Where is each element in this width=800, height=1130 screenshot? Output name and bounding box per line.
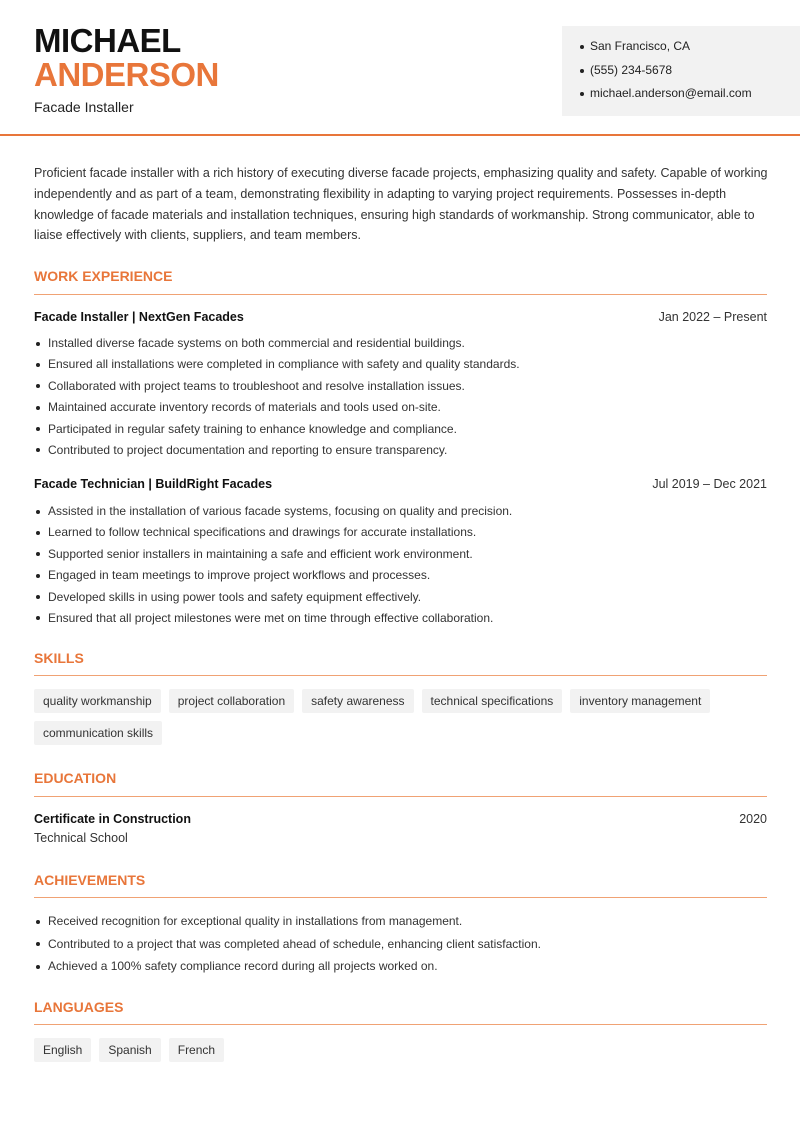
education-year: 2020 — [739, 812, 767, 826]
bullet-icon — [36, 342, 40, 346]
list-item — [34, 335, 767, 356]
list-item — [34, 936, 767, 959]
list-item-text: Received recognition for exceptional quality in installations from management. — [48, 914, 463, 928]
section-divider — [34, 897, 767, 898]
list-item-text: Contributed to a project that was completed ahead of schedule, enhancing client satisfaction. — [48, 936, 541, 951]
list-item-text: Developed skills in using power tools and safety equipment effectively. — [48, 589, 422, 604]
achievements-list — [34, 913, 767, 981]
list-item-text: Assisted in the installation of various facade systems, focusing on quality and precision. — [48, 504, 513, 518]
job-title: Facade Installer — [34, 99, 134, 115]
language-chip: English — [34, 1038, 91, 1062]
skill-chip: technical specifications — [422, 689, 563, 713]
job-role: Facade Installer | NextGen Facades — [34, 310, 244, 324]
bullet-icon — [36, 427, 40, 431]
language-chip: French — [169, 1038, 224, 1062]
list-item-text: Ensured all installations were completed in compliance with safety and quality standards. — [48, 357, 520, 372]
section-title-skills: SKILLS — [34, 650, 84, 666]
bullet-icon — [36, 942, 40, 946]
list-item — [34, 958, 767, 981]
list-item-text: Collaborated with project teams to troubleshoot and resolve installation issues. — [48, 378, 465, 393]
bullet-icon — [36, 384, 40, 388]
resume-header — [0, 0, 800, 136]
bullet-icon — [580, 92, 584, 96]
section-title-achievements: ACHIEVEMENTS — [34, 872, 146, 888]
section-divider — [34, 1024, 767, 1025]
job-dates: Jul 2019 – Dec 2021 — [652, 477, 767, 491]
education-school: Technical School — [34, 831, 128, 845]
skill-chip: inventory management — [570, 689, 710, 713]
bullet-icon — [36, 510, 40, 514]
section-divider — [34, 675, 767, 676]
skill-chip: safety awareness — [302, 689, 413, 713]
list-item-text: Contributed to project documentation and reporting to ensure transparency. — [48, 442, 448, 457]
list-item — [34, 356, 767, 377]
contact-email — [580, 85, 800, 109]
language-chip: Spanish — [99, 1038, 160, 1062]
list-item — [34, 546, 767, 567]
list-item — [34, 399, 767, 420]
list-item-text: Supported senior installers in maintaining a safe and efficient work environment. — [48, 546, 473, 561]
section-title-education: EDUCATION — [34, 770, 117, 786]
bullet-icon — [36, 448, 40, 452]
first-name: MICHAEL — [34, 22, 181, 59]
last-name: ANDERSON — [34, 56, 219, 93]
list-item-text: Installed diverse facade systems on both commercial and residential buildings. — [48, 336, 465, 350]
summary-paragraph: Proficient facade installer with a rich history of executing diverse facade projects, emphasizing quality and safety. Capable of working independently and as part of a team, demonstrating flexibility in adapting to varying project requirements. Possesses in-depth knowledge of facade materials and installation techniques, ensuring high standards of workmanship. Strong communicator, able to liaise effectively with clients, suppliers, and team members. — [34, 166, 768, 243]
bullet-icon — [36, 595, 40, 599]
location-text: San Francisco, CA — [590, 39, 691, 53]
contact-location — [580, 38, 800, 62]
contact-box — [562, 26, 800, 116]
bullet-icon — [580, 45, 584, 49]
bullet-icon — [36, 406, 40, 410]
list-item-text: Engaged in team meetings to improve project workflows and processes. — [48, 568, 431, 583]
languages-chip-list — [34, 1038, 774, 1062]
bullet-icon — [36, 574, 40, 578]
skills-chip-list — [34, 689, 774, 745]
bullet-icon — [36, 363, 40, 367]
phone-text: (555) 234-5678 — [590, 62, 673, 77]
bullet-icon — [36, 920, 40, 924]
job-header — [34, 477, 767, 491]
skill-chip: project collaboration — [169, 689, 294, 713]
section-title-work: WORK EXPERIENCE — [34, 268, 173, 284]
list-item — [34, 421, 767, 442]
list-item-text: Learned to follow technical specifications and drawings for accurate installations. — [48, 525, 477, 540]
bullet-icon — [580, 69, 584, 73]
list-item — [34, 442, 767, 463]
list-item — [34, 567, 767, 588]
contact-phone — [580, 62, 800, 86]
bullet-icon — [36, 531, 40, 535]
job-dates: Jan 2022 – Present — [658, 310, 767, 324]
section-divider — [34, 294, 767, 295]
job-bullet-list — [34, 335, 767, 463]
job-role: Facade Technician | BuildRight Facades — [34, 477, 273, 491]
bullet-icon — [36, 552, 40, 556]
section-title-languages: LANGUAGES — [34, 999, 124, 1015]
skill-chip: quality workmanship — [34, 689, 161, 713]
list-item — [34, 524, 767, 545]
list-item-text: Participated in regular safety training to enhance knowledge and compliance. — [48, 421, 457, 436]
list-item — [34, 589, 767, 610]
email-text: michael.anderson@email.com — [590, 86, 752, 100]
list-item-text: Achieved a 100% safety compliance record during all projects worked on. — [48, 959, 438, 973]
list-item — [34, 610, 767, 631]
education-degree: Certificate in Construction — [34, 812, 191, 826]
list-item — [34, 913, 767, 936]
section-divider — [34, 796, 767, 797]
list-item — [34, 378, 767, 399]
list-item-text: Ensured that all project milestones were met on time through effective collaboration. — [48, 610, 494, 625]
skill-chip: communication skills — [34, 721, 162, 745]
job-bullet-list — [34, 503, 767, 631]
list-item-text: Maintained accurate inventory records of materials and tools used on-site. — [48, 400, 441, 415]
bullet-icon — [36, 965, 40, 969]
bullet-icon — [36, 616, 40, 620]
list-item — [34, 503, 767, 524]
job-header — [34, 310, 767, 324]
education-header — [34, 812, 767, 826]
